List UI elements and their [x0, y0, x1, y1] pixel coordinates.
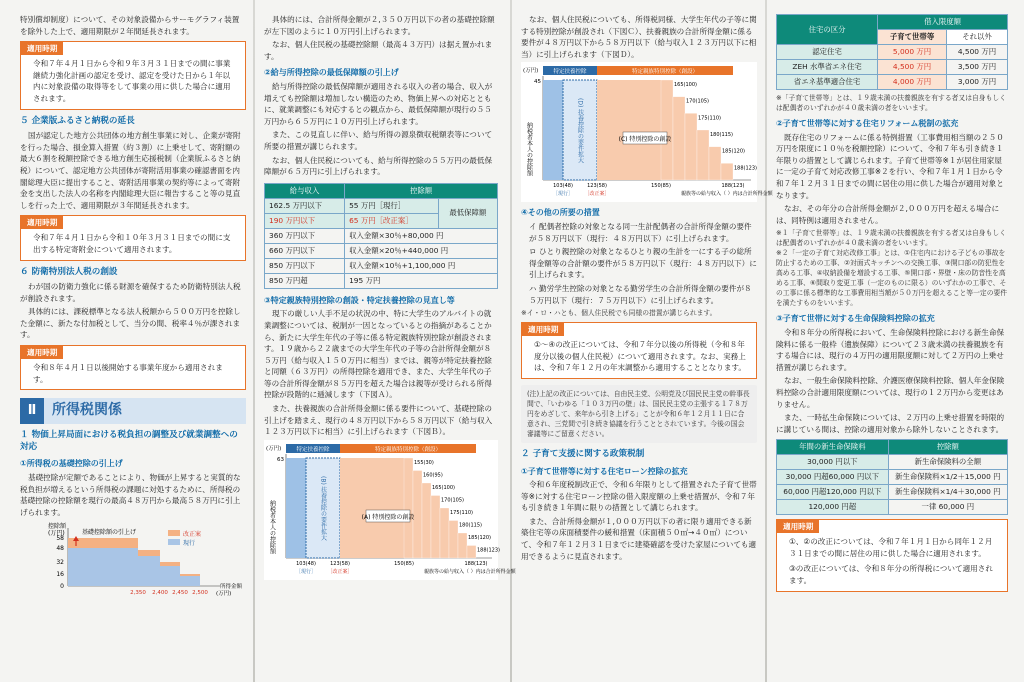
intro-text: 特別償却制度）について、その対象設備からサーモグラフィ装置を除外した上で、適用期限が２年間延長されます。 — [20, 15, 240, 36]
arrow-label: 基礎控除額の引上げ — [82, 529, 137, 537]
specific-relative-chart-a — [264, 440, 516, 580]
new-band-label: 特定親族特別控除（創設） — [631, 69, 699, 76]
x-tick-label: 150(85) — [394, 560, 414, 567]
area-label: (C) 特別控除の創設 — [618, 136, 672, 144]
x-tick-label: 123(58) — [330, 560, 350, 567]
table-header: それ以外 — [946, 30, 1007, 45]
section-title: ６ 防衛特別法人税の創設 — [20, 266, 118, 277]
step-label: 185(120) — [468, 534, 491, 541]
y-unit: (万円) — [48, 530, 65, 538]
table-cell: 120,000 円超 — [777, 500, 889, 515]
period-text: ①、②の改正については、令和７年１月１日から同年１２月３１日までの間に居住の用に供した場合に適用されます。 — [789, 537, 993, 558]
subsection-title: ③特定親族特別控除の創設・特定扶養控除の見直し等 — [264, 295, 455, 305]
para: なお、その年分の合計所得金額が２,０００万円を超える場合には、同特例は適用されません。 — [776, 204, 1000, 225]
period-box — [776, 519, 1008, 591]
y-tick-label: 0 — [60, 583, 64, 591]
table-header: 子育て世帯等 — [878, 30, 947, 45]
table-row — [777, 75, 1008, 90]
x-tick-label: 2,450 — [172, 590, 188, 597]
x-tick-label: 150(85) — [651, 183, 671, 190]
step-label: 155(30) — [414, 459, 434, 466]
current-deduction-area — [68, 548, 200, 586]
fold-line — [765, 0, 767, 682]
shaded-note: (注)上記の改正については、自由民主党、公明党及び国民民主党の幹事長間で、「いわゆる「１０３万円の壁」は、国民民主党の主張する１７８万円をめざして、来年から引き上げる」ことが令和６年１２月１１日に合意され、三党間で引き続き協議を行うこととされています。今後の国会審議等にご留意ください。 — [521, 385, 757, 443]
para: 現下の厳しい人手不足の状況の中、特に大学生のアルバイトの就業調整については、税制が一因となっているとの指摘があることから、新たに大学生年代の子等に係る特定親族特別控除が創設されます。１９歳から２２歳までの大学生年代の子等の合計所得金額が８５万円（給与収入１５０万円に相当）までは、親等が特定扶養控除と同額（６３万円）の所得控除を適用でき、また、大学生年代の子等の合計所得金額が８５万円を超えた場合は親等が受けられる所得控除が段階的に逓減します（下図Ａ）。 — [264, 309, 492, 400]
table-header: 年間の新生命保険料 — [777, 440, 889, 455]
table-cell: 3,000 万円 — [946, 75, 1007, 90]
table-cell: ZEH 水準省エネ住宅 — [777, 60, 878, 75]
para: なお、個人住民税についても、給与所得控除の５５万円の最低保障額が６５万円に引上げられます。 — [264, 155, 493, 177]
column-2 — [264, 14, 516, 580]
deduction-step-bar — [721, 164, 733, 181]
table-cell: 収入金額×10％+1,100,000 円 — [345, 258, 498, 273]
y-label: 納税者本人の控除額 — [525, 122, 533, 177]
y-tick-label: 63 — [277, 456, 284, 463]
y-tick-label: 58 — [56, 535, 64, 543]
deduction-step-bar — [467, 545, 476, 558]
note: ※１「子育て世帯等」は、１９歳未満の扶養親族を有する者又は自身もしくは配偶者のいずれかが４０歳未満の者をいいます。 — [776, 229, 1006, 248]
deduction-step-bar — [697, 130, 709, 180]
table-cell: 190 万円以下 — [265, 213, 345, 228]
period-text: 令和８年４月１日以後開始する事業年度から適用されます。 — [33, 363, 223, 384]
y-tick-label: 45 — [534, 79, 541, 86]
y-unit: (万円) — [523, 68, 539, 75]
current-area — [286, 458, 306, 558]
deduction-step-bar — [685, 114, 697, 181]
para: 既存住宅のリフォームに係る特例措置（工事費用相当額の２５０万円を限度に１０％を税額控除）について、令和７年も引き続き１年限りの措置として講じられます。子育て世帯等※１が居住用家屋に一定の子育て対応改修工事※２を行い、令和７年１月１日から令和７年１２月３１日までの間に居住の用に供した場合が適用対象となります。 — [776, 132, 1004, 200]
para: 令和８年分の所得税において、生命保険料控除における新生命保険料に係る一般枠（遺族保障）について２３歳未満の扶養親族を有する場合には、現行の４万円の適用限度額に対して２万円の上乗せ措置が講じられます。 — [776, 327, 1005, 372]
period-label: 適用時期 — [21, 42, 63, 55]
table-cell: 新生命保険料の全額 — [888, 455, 1007, 470]
table-cell: 最低保障額 — [438, 198, 497, 228]
step-label: 170(105) — [441, 497, 464, 504]
table-row — [777, 45, 1008, 60]
table-cell: 660 万円以下 — [265, 243, 345, 258]
special-area — [597, 80, 661, 180]
deduction-step-bar — [431, 495, 440, 558]
chapter-title: 所得税関係 — [52, 402, 122, 419]
subsection-title: ③子育て世帯に対する生命保険料控除の拡充 — [776, 314, 935, 324]
period-label: 適用時期 — [777, 520, 819, 533]
y-tick-label: 48 — [56, 545, 64, 553]
table-cell: 認定住宅 — [777, 45, 878, 60]
period-label: 適用時期 — [522, 323, 564, 336]
table-cell: 55 万円［現行］ — [345, 198, 439, 213]
table-header: 給与収入 — [265, 183, 345, 198]
para: なお、個人住民税についても、所得税同様、大学生年代の子等に関する特別控除が創設され（下図Ｃ）、扶養親族の合計所得金額に係る要件が４８万円以下から５８万円以下（給与収入１２３万円以下に相当）に引上げられます（下図Ｄ）。 — [521, 15, 757, 59]
table-row — [265, 258, 498, 273]
table-cell: 195 万円 — [345, 273, 498, 288]
table-cell: 4,000 万円 — [878, 75, 947, 90]
table-cell: 4,500 万円 — [878, 60, 947, 75]
note: ※２「一定の子育て対応改修工事」とは、①住宅内における子どもの事故を防止するための工事、②対面式キッチンへの交換工事、③開口部の防犯性を高める工事、④収納設備を増設する工事、⑤開口部・界壁・床の防音性を高める工事、⑥間取り変更工事（一定のものに限る）のいずれかの工事で、その工事に係る標準的な工事費用相当額が５０万円を超えること等一定の要件を満たすものをいいます。 — [776, 249, 1008, 308]
para: また、合計所得金額が１,０００万円以下の者に限り適用できる新築住宅等の床面積要件の緩和措置（床面積５０㎡→４０㎡）について、令和７年１２月３１日までに建築確認を受けた家屋についても適用できるように見直されます。 — [521, 516, 757, 561]
table-cell: 省エネ基準適合住宅 — [777, 75, 878, 90]
step-label: 185(120) — [722, 149, 745, 156]
section-text: わが国の防衛力強化に係る財源を確保するため防衛特別法人税が創設されます。 — [20, 282, 241, 303]
step-label: 165(100) — [432, 484, 455, 491]
period-box — [20, 345, 246, 390]
para: また、この見直しに伴い、給与所得の源泉徴収税額表等について所要の措置が講じられます。 — [264, 130, 493, 151]
x-label: 所得金額 — [220, 584, 243, 591]
table-header: 住宅の区分 — [777, 15, 878, 45]
table-cell: 850 万円以下 — [265, 258, 345, 273]
deduction-step-bar — [440, 508, 449, 558]
area-label: (A) 特別控除の創設 — [361, 513, 415, 521]
deduction-step-bar — [661, 80, 673, 180]
subsection-title: ②給与所得控除の最低保障額の引上げ — [264, 68, 399, 78]
deduction-step-bar — [673, 97, 685, 180]
x-tick-label: 103(48) — [296, 560, 316, 567]
y-unit: (万円) — [266, 445, 282, 452]
step-label: 170(105) — [686, 99, 709, 106]
deduction-step-bar — [458, 533, 467, 558]
special-area — [340, 458, 404, 558]
step-label: 160(95) — [423, 472, 443, 479]
basic-deduction-chart — [20, 520, 244, 598]
table-cell: 3,500 万円 — [946, 60, 1007, 75]
subsection-title: ④その他の所要の措置 — [521, 208, 600, 218]
x-label: 親族等の給与収入（ ）内は合計所得金額 — [424, 568, 516, 575]
step-label: 180(115) — [459, 522, 482, 529]
legend-current-swatch — [168, 539, 180, 545]
deduction-step-bar — [422, 483, 431, 558]
table-cell: 30,000 円以下 — [777, 455, 889, 470]
para: 給与所得控除の最低保障額が適用される収入の者の場合、収入が増えても控除額は増加しない構造のため、物価上昇への対応とともに、就業調整にも対応するとの観点から、最低保障額が現行の５５万円から６５万円に１０万円引上げられます。 — [264, 81, 493, 126]
period-text: 令和７年４月１日から令和１０年３月３１日までの間に支出する特定寄附金について適用されます。 — [33, 233, 231, 254]
current-band-label: 特定扶養控除 — [296, 446, 330, 453]
para: なお、一般生命保険料控除、介護医療保険料控除、個人年金保険料控除の合計適用限度額については、現行の１２万円から変更はありません。 — [776, 376, 1005, 409]
table-row — [265, 198, 498, 213]
table-cell: 360 万円以下 — [265, 228, 345, 243]
new-band-label: 特定親族特別控除（創設） — [374, 446, 442, 453]
note: ※「子育て世帯等」とは、１９歳未満の扶養親族を有する者又は自身もしくは配偶者のいずれかが４０歳未満の者をいいます。 — [776, 94, 1006, 112]
new-tag: ［改正案］ — [327, 568, 353, 575]
table-header: 借入限度額 — [878, 15, 1008, 30]
table-cell: 収入金額×30％+80,000 円 — [345, 228, 498, 243]
salary-deduction-table — [264, 183, 498, 289]
period-text: ①～④の改正については、令和７年分以後の所得税（令和８年度分以後の個人住民税）について適用されます。なお、実務上は、令和７年１２月の年末調整から適用することとなります。 — [534, 340, 747, 373]
section-text: 具体的には、課税標準となる法人税額から５００万円を控除した金額に、新たな付加税として、当分の間、税率４％が課されます。 — [20, 307, 241, 340]
table-cell: 収入金額×20％+440,000 円 — [345, 243, 498, 258]
period-label: 適用時期 — [21, 216, 63, 229]
current-tag: ［現行］ — [295, 568, 317, 575]
current-area — [543, 80, 563, 180]
subsection-title: ①子育て世帯等に対する住宅ローン控除の拡充 — [521, 466, 688, 476]
step-label: 175(110) — [698, 115, 721, 122]
list-item: ハ 勤労学生控除の対象となる勤労学生の合計所得金額の要件が８５万円以下（現行：７５万円以下）に引上げられます。 — [529, 283, 752, 305]
deduction-step-bar — [404, 458, 413, 558]
x-tick-label: 2,350 — [130, 590, 146, 597]
expanded-label: (D) 扶養控除の要件拡大 — [576, 98, 584, 164]
x-tick-label: 188(123) — [721, 183, 745, 190]
column-1 — [20, 14, 246, 598]
table-cell: 4,500 万円 — [946, 45, 1007, 60]
expanded-label: (B) 扶養控除の要件拡大 — [319, 475, 327, 541]
table-row — [777, 485, 1008, 500]
para: また、扶養親族の合計所得金額に係る要件について、基礎控除の引上げを踏まえ、現行の４８万円以下から５８万円以下（給与収入１２３万円以下に相当）に引上げられます（下図Ｂ）。 — [264, 404, 493, 437]
subsection-title: ②子育て世帯等に対する住宅リフォーム税制の拡充 — [776, 119, 959, 128]
x-unit: (万円) — [216, 591, 232, 598]
new-tag: ［改正案］ — [584, 191, 610, 198]
chapter-header — [20, 398, 246, 424]
period-box — [521, 322, 757, 379]
table-row — [265, 228, 498, 243]
x-tick-label: 188(123) — [464, 560, 488, 567]
legend-new-swatch — [168, 530, 180, 536]
housing-loan-table — [776, 14, 1008, 90]
table-row — [265, 243, 498, 258]
table-row — [777, 455, 1008, 470]
fold-line — [253, 0, 255, 682]
chapter-number: Ⅱ — [20, 398, 44, 424]
table-row — [777, 500, 1008, 515]
current-band-label: 特定扶養控除 — [553, 69, 587, 76]
table-cell: 850 万円超 — [265, 273, 345, 288]
table-row — [777, 60, 1008, 75]
para: なお、個人住民税の基礎控除額（最高４３万円）は据え置かれます。 — [264, 40, 493, 61]
x-tick-label: 2,500 — [192, 590, 208, 597]
table-cell: 新生命保険料×1/4＋30,000 円 — [888, 485, 1007, 500]
step-label: 180(115) — [710, 132, 733, 139]
deduction-step-bar — [709, 147, 721, 180]
period-box — [20, 215, 246, 260]
x-tick-label: 123(58) — [587, 183, 607, 190]
resident-tax-chart-c — [521, 62, 773, 202]
life-insurance-table — [776, 439, 1008, 515]
note: ※イ・ロ・ハとも、個人住民税でも同様の措置が講じられます。 — [521, 309, 717, 318]
x-tick-label: 103(48) — [553, 183, 573, 190]
list-item: ロ ひとり親控除の対象となるひとり親の生計を一にする子の総所得金額等の合計額の要件が５８万円以下（現行：４８万円以下）に引上げられます。 — [529, 247, 757, 280]
para: また、一時払生命保険については、２万円の上乗せ措置を時限的に講じている間は、控除の適用対象から除外しないことされます。 — [776, 413, 1005, 434]
section-title: １ 物価上昇局面における税負担の調整及び就業調整への対応 — [20, 430, 238, 452]
column-3 — [521, 14, 773, 564]
table-cell: 5,000 万円 — [878, 45, 947, 60]
table-cell: 60,000 円超120,000 円以下 — [777, 485, 889, 500]
legend-current: 現行 — [183, 540, 196, 548]
table-header: 控除額 — [345, 183, 498, 198]
section-text: 国が認定した地方公共団体の地方創生事業に対し、企業が寄附を行った場合、損金算入措置（約３割）に上乗せして、寄附額の最大６割を税額控除できる地方創生応援税制（企業版ふるさと納税）について、認定地方公共団体が寄附活用事業の確認書面を内閣総理大臣に提出すること、寄附活用事業の契約等によって寄附金を支出した法人の名称を内閣総理大臣に報告すること等の見直しを行った上で、適用期限が３年間延長されます。 — [20, 131, 241, 210]
para: 令和６年度税制改正で、令和６年限りとして措置された子育て世帯等※に対する住宅ローン控除の借入限度額の上乗せ措置が、令和７年も引き続き１年間に限りの措置として講じられます。 — [521, 480, 757, 513]
table-cell: 30,000 円超60,000 円以下 — [777, 470, 889, 485]
legend-new: 改正案 — [183, 531, 202, 539]
table-cell: 65 万円［改正案］ — [345, 213, 439, 228]
y-label: 納税者本人の控除額 — [268, 499, 276, 554]
y-label: 控除額 — [48, 523, 67, 531]
period-text: 令和７年４月１日から令和９年３月３１日までの間に事業継続力強化計画の認定を受け、認定を受けた日から１年以内に対象設備の取得等をして事業の用に供した場合に適用されます。 — [33, 59, 231, 103]
step-label: 175(110) — [450, 509, 473, 516]
step-label: 188(123) — [734, 165, 757, 172]
section-title: ２ 子育て支援に関する政策税制 — [521, 448, 645, 459]
table-row — [777, 470, 1008, 485]
current-tag: ［現行］ — [552, 191, 574, 198]
deduction-step-bar — [449, 520, 458, 558]
table-header: 控除額 — [888, 440, 1007, 455]
table-row — [265, 273, 498, 288]
table-cell: 162.5 万円以下 — [265, 198, 345, 213]
period-box — [20, 41, 246, 109]
subsection-title: ①所得税の基礎控除の引上げ — [20, 459, 123, 469]
column-4 — [776, 14, 1008, 598]
section-title: ５ 企業版ふるさと納税の延長 — [20, 115, 135, 126]
para: 具体的には、合計所得金額が２,３５０万円以下の者の基礎控除額が左下図のように１０万円引上げられます。 — [264, 15, 495, 36]
x-tick-label: 2,400 — [152, 590, 168, 597]
step-label: 188(123) — [477, 547, 500, 554]
period-text: ③の改正については、令和８年分の所得税について適用されます。 — [789, 564, 993, 586]
fold-line — [510, 0, 512, 682]
x-label: 親族等の給与収入（ ）内は合計所得金額 — [681, 191, 773, 198]
table-cell: 一律 60,000 円 — [888, 500, 1007, 515]
section-text: 基礎控除が定額であることにより、物価が上昇すると実質的な税負担が増えるという所得税の課題に対処するために、所得税の基礎控除の控除額を現行の最高４８万円から最高５８万円に引上げられます。 — [20, 473, 241, 517]
table-cell: 新生命保険料×1/2＋15,000 円 — [888, 470, 1007, 485]
list-item: イ 配偶者控除の対象となる同一生計配偶者の合計所得金額の要件が５８万円以下（現行：４８万円以下）に引上げられます。 — [529, 221, 752, 243]
y-tick-label: 32 — [56, 559, 64, 567]
y-tick-label: 16 — [56, 571, 64, 579]
step-label: 165(100) — [674, 82, 697, 89]
period-label: 適用時期 — [21, 346, 63, 359]
